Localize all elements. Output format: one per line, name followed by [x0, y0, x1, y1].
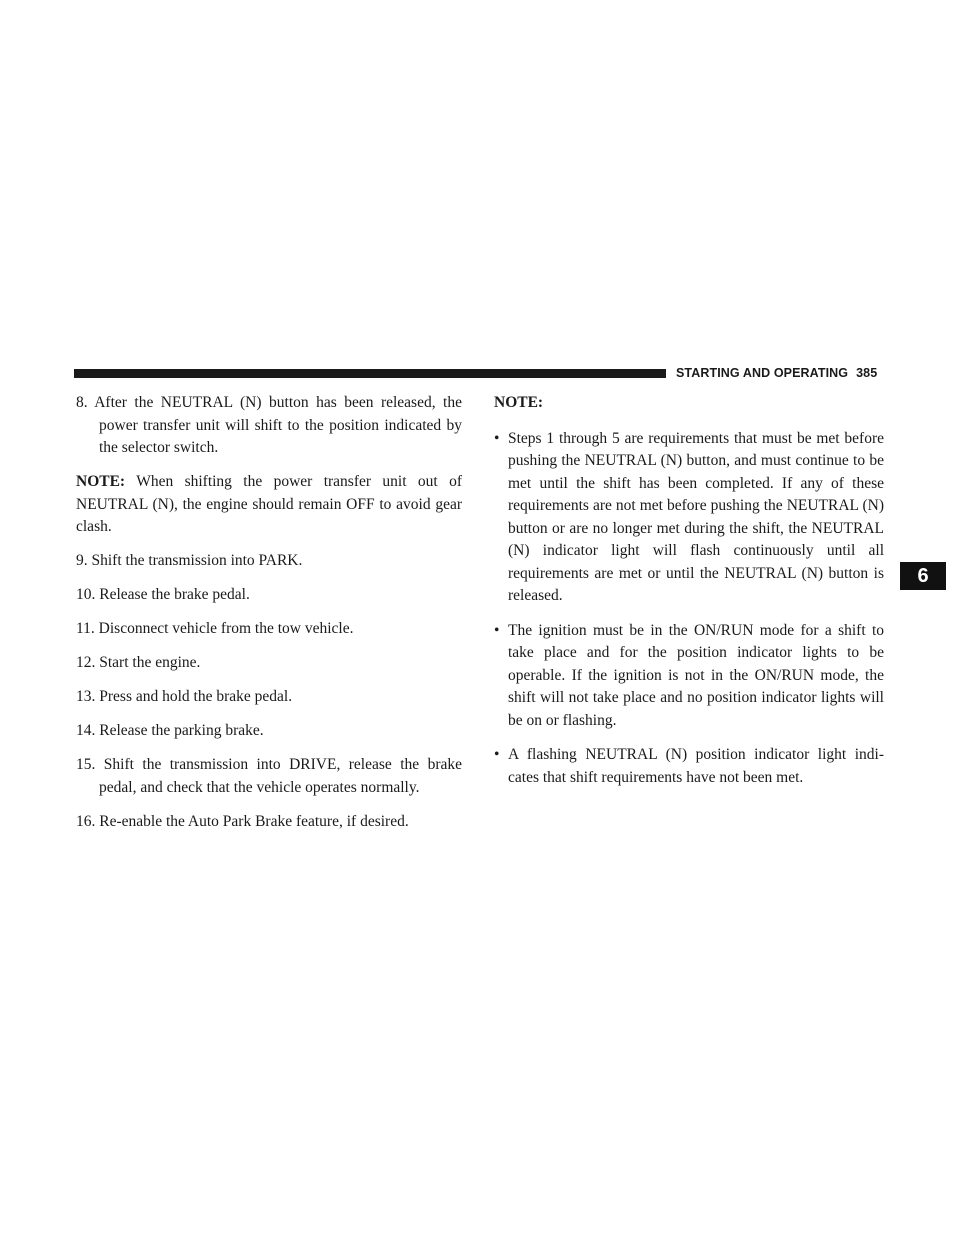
section-title: STARTING AND OPERATING [676, 366, 849, 380]
note-heading: NOTE: [494, 394, 544, 411]
bullet-icon: • [494, 746, 500, 763]
bullet-text: Steps 1 through 5 are requirements that must be met before pushing the NEUTRAL (N) button, and must continue to be met until the shift has been completed. If any of these requirements are not met before pushing the NEUTRAL (N) button or are no longer met during the shift, the NEUTRAL (N) indicator light will flash continuously until all requirements are met or until the NEUTRAL (N) button is released. [508, 429, 884, 604]
note-bullet [494, 620, 884, 733]
running-header [676, 363, 877, 383]
step-14: 14. Release the parking brake. [76, 722, 264, 739]
chapter-tab: 6 [900, 562, 946, 590]
note-paragraph [76, 471, 462, 539]
step-16: 16. Re-enable the Auto Park Brake feature, if desired. [76, 812, 409, 830]
header-rule [74, 369, 666, 378]
bullet-text: The ignition must be in the ON/RUN mode for a shift to take place and for the position indicator lights to be operable. If the ignition is not in the ON/RUN mode, the shift will not take place and no position indicator lights will be on or flashing. [508, 621, 884, 729]
step-12: 12. Start the engine. [76, 654, 201, 671]
step-11: 11. Disconnect vehicle from the tow vehicle. [76, 620, 354, 637]
right-column [494, 392, 884, 801]
step-8: 8. After the NEUTRAL (N) button has been released, the power transfer unit will shift to the position indicated by the selector switch. [76, 394, 462, 456]
step-13: 13. Press and hold the brake pedal. [76, 688, 293, 705]
left-column [76, 392, 462, 845]
step-15: 15. Shift the transmission into DRIVE, release the brake pedal, and check that the vehicle operates normally. [76, 756, 462, 796]
note-bullet [494, 428, 884, 608]
bullet-icon: • [494, 429, 500, 447]
bullet-icon: • [494, 621, 500, 639]
step-10: 10. Release the brake pedal. [76, 586, 250, 603]
bullet-text: A flashing NEUTRAL (N) position indicator light indi- cates that shift requirements have not been met. [508, 746, 884, 786]
note-bullet [494, 744, 884, 789]
note-label: NOTE: [76, 473, 126, 490]
step-9: 9. Shift the transmission into PARK. [76, 552, 303, 569]
page-number: 385 [856, 366, 878, 380]
note-text: When shifting the power transfer unit out of NEUTRAL (N), the engine should remain OFF to avoid gear clash. [76, 473, 462, 535]
